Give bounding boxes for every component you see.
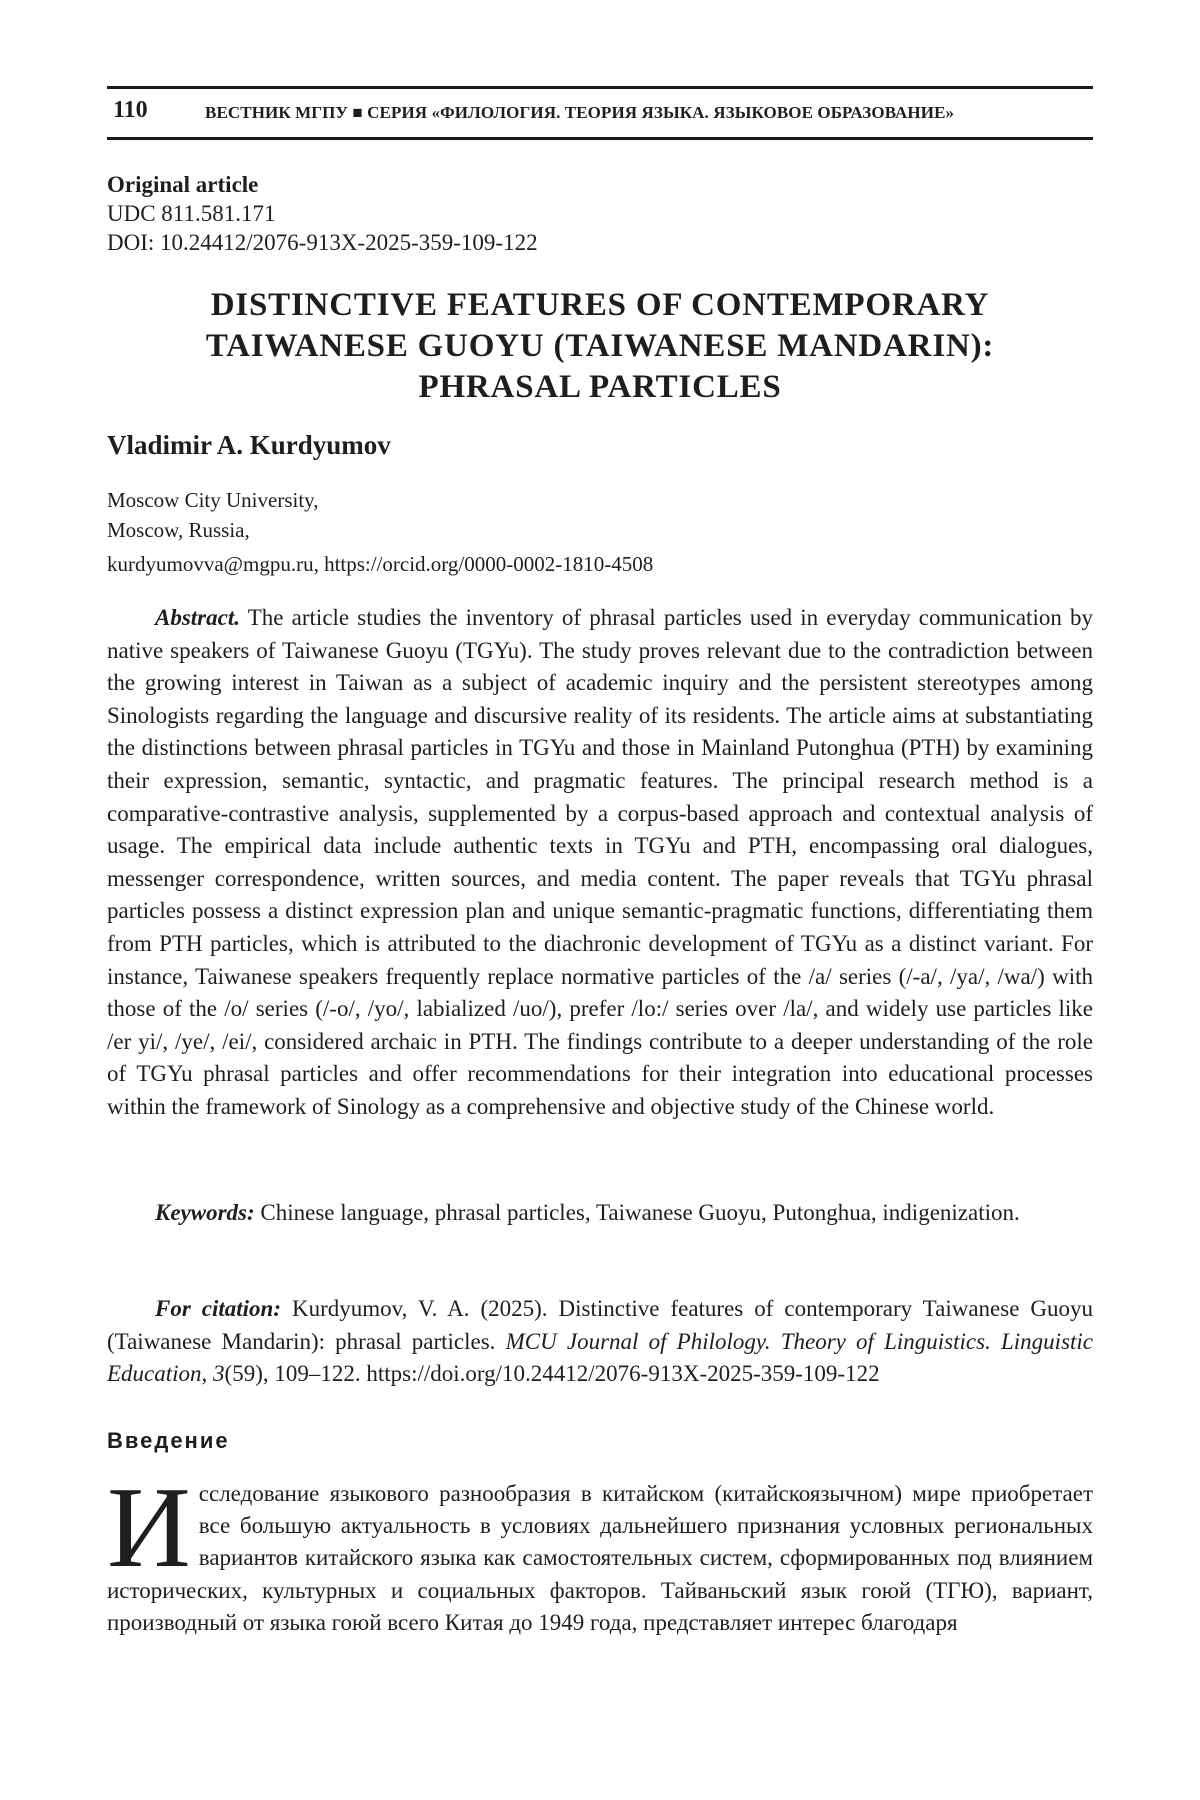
article-type: Original article: [107, 170, 538, 199]
affiliation-line-1: Moscow City University,: [107, 485, 319, 515]
citation-volume: 3: [213, 1361, 225, 1386]
author-affiliation: [107, 485, 319, 545]
affiliation-line-2: Moscow, Russia,: [107, 515, 319, 545]
section-heading: Введение: [107, 1428, 230, 1454]
udc-code: UDC 811.581.171: [107, 199, 538, 228]
keywords-text: Chinese language, phrasal particles, Taiwanese Guoyu, Putonghua, indigenization.: [260, 1200, 1019, 1225]
header-bottom-rule: [107, 137, 1093, 140]
title-line-2: TAIWANESE GUOYU (TAIWANESE MANDARIN):: [107, 326, 1093, 367]
journal-running-title: ВЕСТНИК МГПУ ■ СЕРИЯ «ФИЛОЛОГИЯ. ТЕОРИЯ ЯЗЫКА. ЯЗЫКОВОЕ ОБРАЗОВАНИЕ»: [205, 103, 954, 123]
introduction-paragraph: [107, 1478, 1093, 1639]
page: [0, 0, 1200, 1800]
citation-comma: ,: [202, 1361, 214, 1386]
abstract: [107, 602, 1093, 1124]
title-line-3: PHRASAL PARTICLES: [107, 367, 1093, 408]
keywords: [107, 1197, 1093, 1230]
title-line-1: DISTINCTIVE FEATURES OF CONTEMPORARY: [107, 285, 1093, 326]
header-top-rule: [107, 86, 1093, 89]
introduction-text: сследование языкового разнообразия в китайском (китайскоязычном) мире приобретает все большую актуальность в условиях дальнейшего признания условных региональных вариантов китайского языка как самостоятельных систем, сформированных под влиянием исторических, культурных и социальных факторов. Тайваньский язык гоюй (ТГЮ), вариант, производный от языка гоюй всего Китая до 1949 года, представляет интерес благодаря: [107, 1481, 1093, 1635]
abstract-text: The article studies the inventory of phrasal particles used in everyday communication by native speakers of Taiwanese Guoyu (TGYu). The study proves relevant due to the contradiction between the growing interest in Taiwan as a subject of academic inquiry and the persistent stereotypes among Sinologists regarding the language and discursive reality of its residents. The article aims at substantiating the distinctions between phrasal particles in TGYu and those in Mainland Putonghua (PTH) by examining their expression, semantic, syntactic, and pragmatic features. The principal research method is a comparative-contrastive analysis, supplemented by a corpus-based approach and contextual analysis of usage. The empirical data include authentic texts in TGYu and PTH, encompassing oral dialogues, messenger correspondence, written sources, and media content. The paper reveals that TGYu phrasal particles possess a distinct expression plan and unique semantic-pragmatic functions, differentiating them from PTH particles, which is attributed to the diachronic development of TGYu as a distinct variant. For instance, Taiwanese speakers frequently replace normative particles of the /a/ series (/-a/, /ya/, /wa/) with those of the /o/ series (/-o/, /yo/, labialized /uo/), prefer /lo:/ series over /la/, and widely use particles like /er yi/, /ye/, /ei/, considered archaic in PTH. The findings contribute to a deeper understanding of the role of TGYu phrasal particles and offer recommendations for their integration into educational processes within the framework of Sinology as a comprehensive and objective study of the Chinese world.: [107, 605, 1093, 1119]
drop-cap: И: [107, 1482, 191, 1574]
citation-text: Kurdyumov, V. A. (2025). Distinctive features of contemporary Taiwanese Guoyu (Taiwanese Mandarin): phrasal particles.: [107, 1296, 1093, 1354]
author-name: Vladimir A. Kurdyumov: [107, 430, 391, 461]
abstract-label: Abstract.: [155, 605, 240, 630]
article-meta: [107, 170, 538, 257]
doi: DOI: 10.24412/2076-913X-2025-359-109-122: [107, 228, 538, 257]
citation-journal: MCU Journal of Philology. Theory of Linguistics. Linguistic Education: [107, 1329, 1093, 1387]
citation: [107, 1293, 1093, 1391]
article-title: [107, 285, 1093, 408]
citation-label: For citation:: [155, 1296, 281, 1321]
keywords-label: Keywords:: [155, 1200, 255, 1225]
author-contact: kurdyumovva@mgpu.ru, https://orcid.org/0000-0002-1810-4508: [107, 552, 653, 577]
citation-issue-pages: (59), 109–122. https://doi.org/10.24412/2076-913X-2025-359-109-122: [225, 1361, 880, 1386]
page-number: 110: [113, 97, 148, 124]
